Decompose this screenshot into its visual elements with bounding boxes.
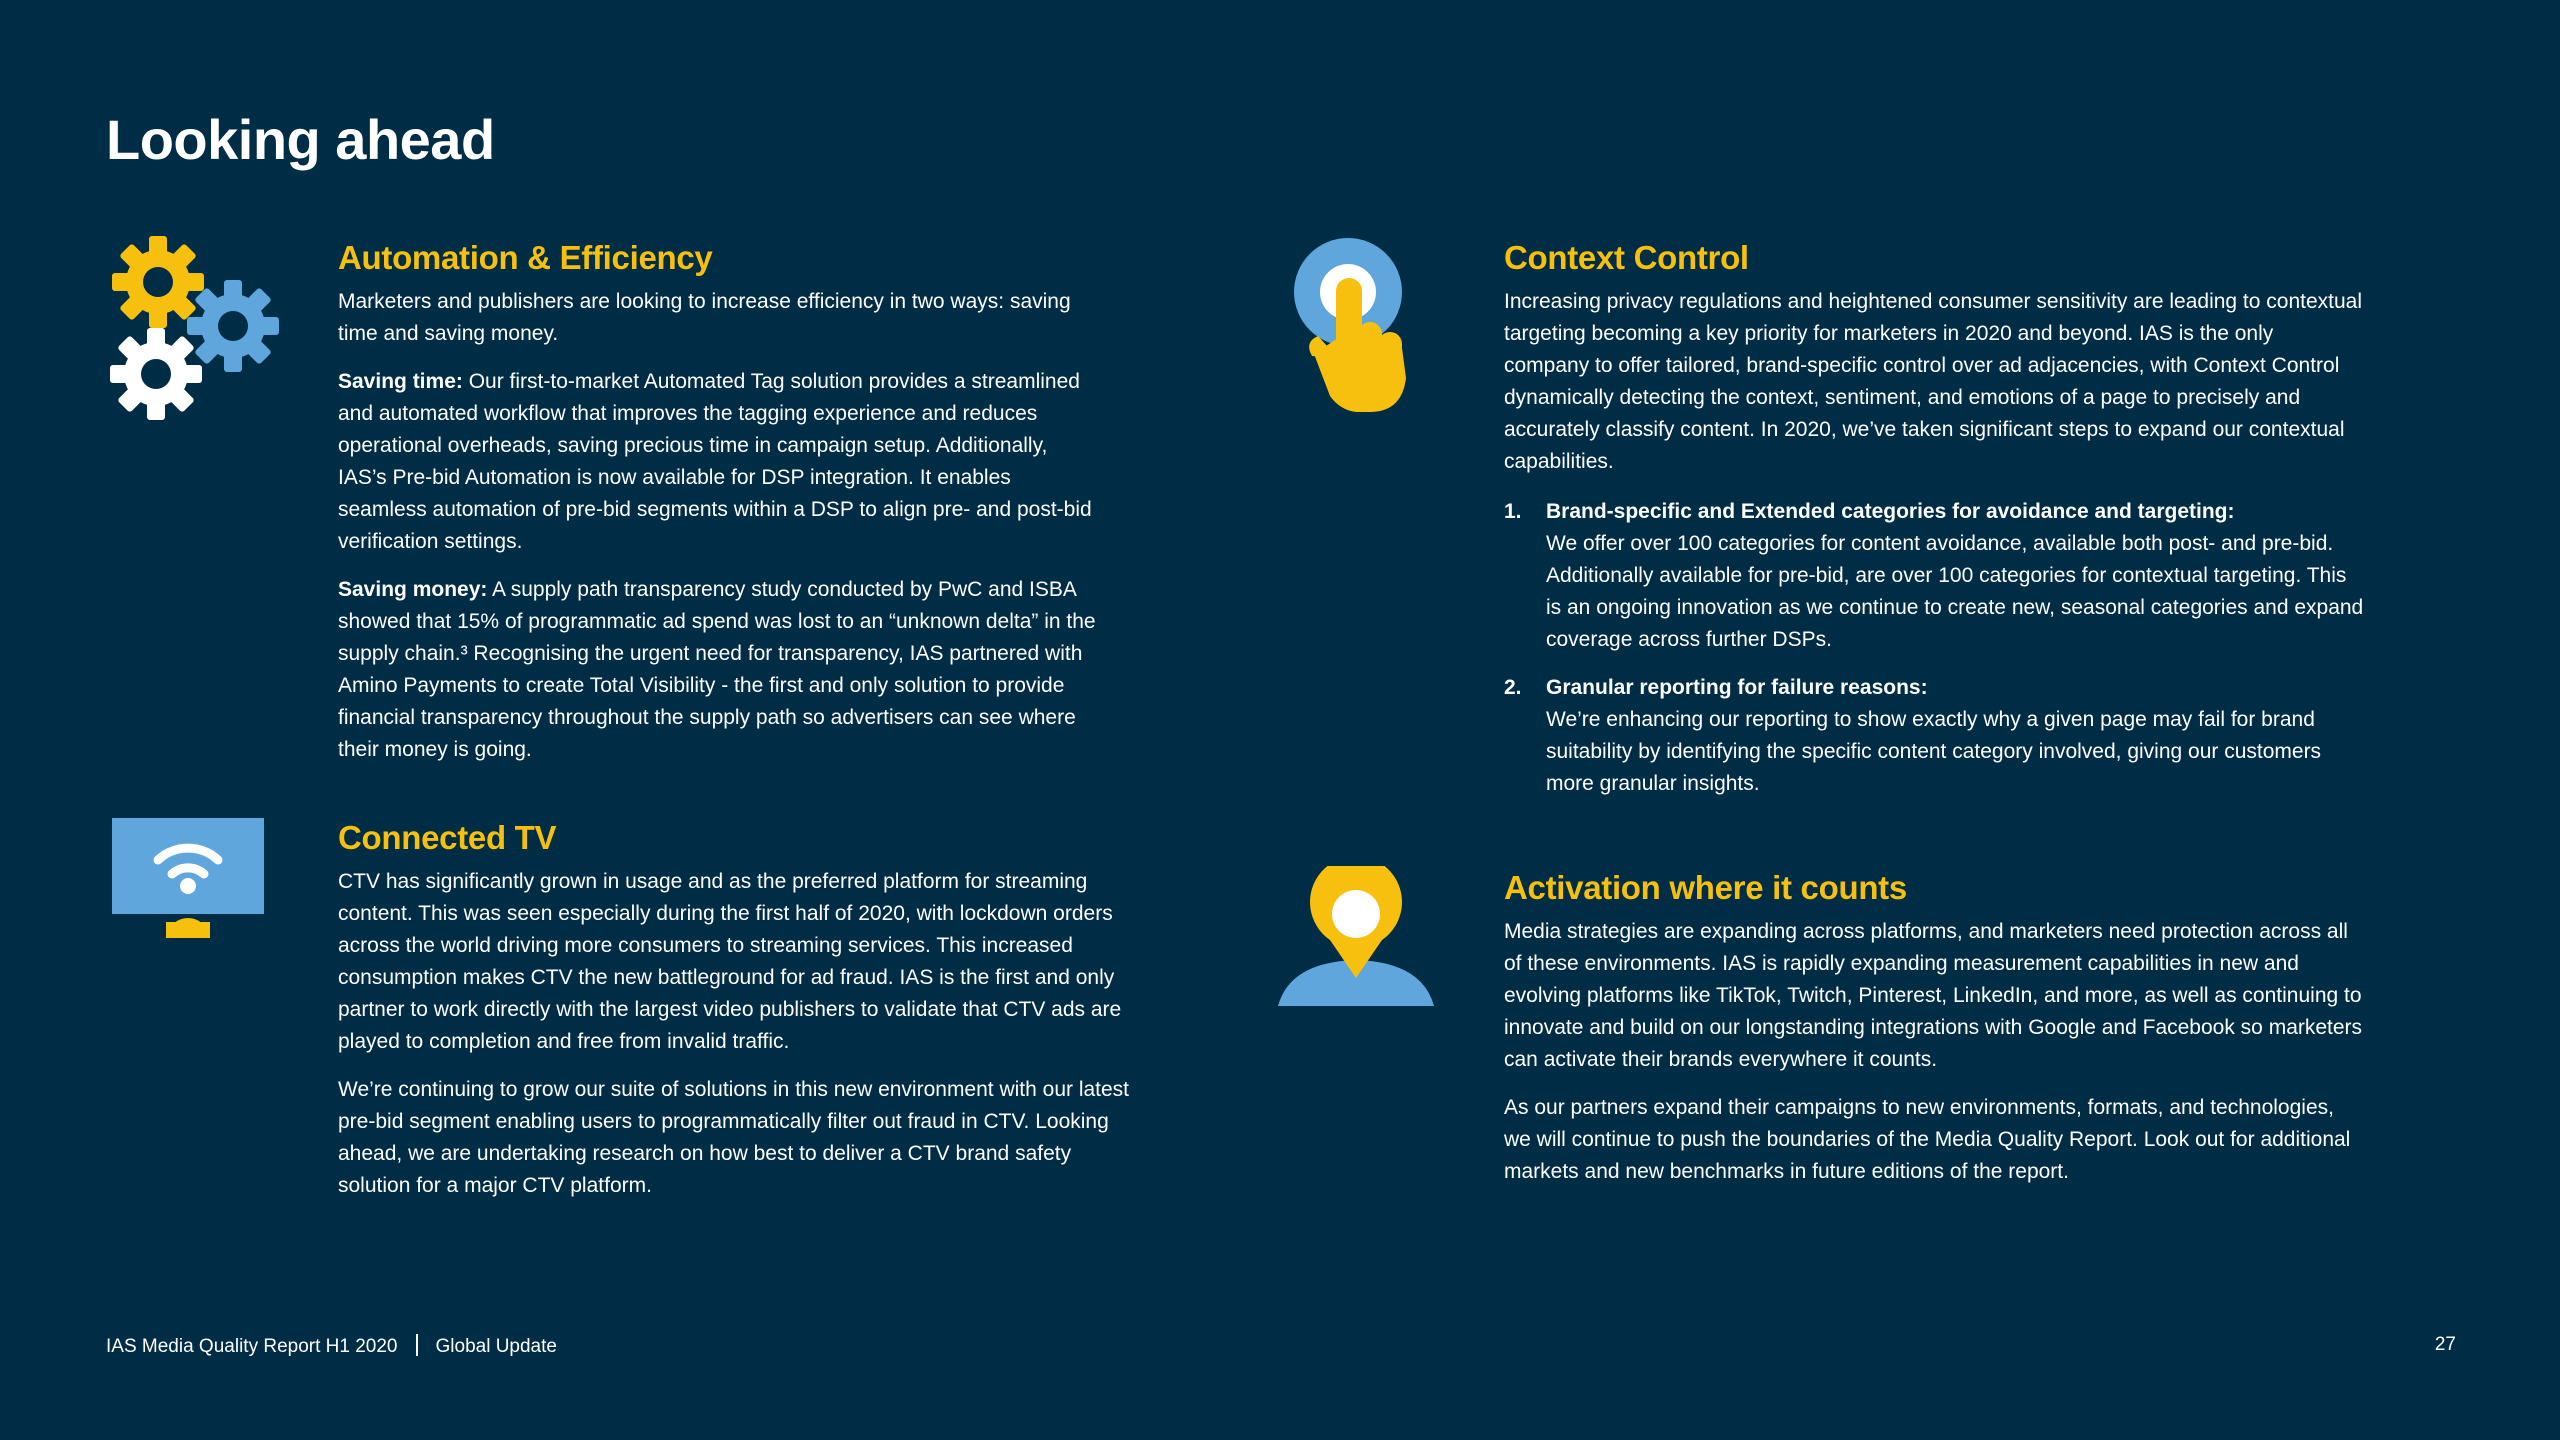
location-person-icon [1278, 866, 1434, 1006]
list-item-title: Granular reporting for failure reasons: [1546, 676, 1928, 699]
footer-edition: Global Update [435, 1336, 557, 1357]
ctv-section [338, 816, 1146, 1218]
page-number: 27 [2434, 1334, 2456, 1355]
gears-icon [108, 236, 284, 422]
saving-money-label: Saving money: [338, 578, 488, 601]
saving-time-label: Saving time: [338, 370, 463, 393]
pointer-hand-icon [1294, 238, 1424, 414]
context-intro: Increasing privacy regulations and heightened consumer sensitivity are leading to contextual targeting becoming a key priority for marketers in 2020 and beyond. IAS is the only company to offer tailored, brand-specific control over ad adjacencies, with Context Control dynamically detecting the context, sentiment, and emotions of a page to precisely and accurately classify content. In 2020, we’ve taken significant steps to expand our contextual capabilities. [1504, 290, 2363, 473]
footer [106, 1332, 557, 1362]
connected-tv-icon [112, 818, 264, 938]
ctv-paragraph-1: CTV has significantly grown in usage and as the preferred platform for streaming content. This was seen especially during the first half of 2020, with lockdown orders across the world driving more consumers to streaming services. This increased consumption makes CTV the new battleground for ad fraud. IAS is the first and only partner to work directly with the largest video publishers to validate that CTV ads are played to completion and free from invalid traffic. [338, 870, 1122, 1053]
saving-money-paragraph [338, 574, 1098, 766]
context-heading: Context Control [1504, 239, 1749, 276]
saving-money-text: A supply path transparency study conducted by PwC and ISBA showed that 15% of programmatic ad spend was lost to an “unknown delta” in the supply chain.³ Recognising the urgent need for transparency, IAS partnered with Amino Payments to create Total Visibility - the first and only solution to provide financial transparency throughout the supply path so advertisers can see where their money is going. [338, 578, 1096, 761]
context-list [1504, 496, 2364, 800]
context-section [1504, 236, 2364, 816]
automation-intro: Marketers and publishers are looking to increase efficiency in two ways: saving time and saving money. [338, 290, 1071, 345]
footer-report-title: IAS Media Quality Report H1 2020 [106, 1336, 398, 1357]
list-item-text: We offer over 100 categories for content avoidance, available both post- and pre-bid. Additionally available for pre-bid, are over 100 categories for contextual targeting. This is an ongoing innovation as we continue to create new, seasonal categories and expand coverage across further DSPs. [1546, 532, 2364, 651]
activation-section [1504, 866, 2364, 1204]
automation-section [338, 236, 1098, 782]
activation-paragraph-2: As our partners expand their campaigns to new environments, formats, and technologies, we will continue to push the boundaries of the Media Quality Report. Look out for additional markets and new benchmarks in future editions of the report. [1504, 1096, 2351, 1183]
list-item-title: Brand-specific and Extended categories for avoidance and targeting: [1546, 500, 2235, 523]
page-title: Looking ahead [106, 108, 495, 171]
ctv-paragraph-2: We’re continuing to grow our suite of solutions in this new environment with our latest pre-bid segment enabling users to programmatically filter out fraud in CTV. Looking ahead, we are undertaking research on how best to deliver a CTV brand safety solution for a major CTV platform. [338, 1078, 1130, 1197]
list-item-number: 1. [1504, 500, 1522, 523]
automation-heading: Automation & Efficiency [338, 239, 713, 276]
ctv-heading: Connected TV [338, 819, 557, 856]
saving-time-paragraph [338, 366, 1098, 558]
list-item [1504, 496, 2364, 656]
list-item-number: 2. [1504, 676, 1522, 699]
footer-divider [416, 1334, 418, 1356]
list-item [1504, 672, 2364, 800]
activation-heading: Activation where it counts [1504, 869, 1907, 906]
list-item-text: We’re enhancing our reporting to show exactly why a given page may fail for brand suitability by identifying the specific content category involved, giving our customers more granular insights. [1546, 708, 2322, 795]
activation-paragraph-1: Media strategies are expanding across platforms, and marketers need protection across all of these environments. IAS is rapidly expanding measurement capabilities in new and evolving platforms like TikTok, Twitch, Pinterest, LinkedIn, and more, as well as continuing to innovate and build on our longstanding integrations with Google and Facebook so marketers can activate their brands everywhere it counts. [1504, 920, 2363, 1071]
saving-time-text: Our first-to-market Automated Tag solution provides a streamlined and automated workflow that improves the tagging experience and reduces operational overheads, saving precious time in campaign setup. Additionally, IAS’s Pre-bid Automation is now available for DSP integration. It enables seamless automation of pre-bid segments within a DSP to align pre- and post-bid verification settings. [338, 370, 1092, 553]
